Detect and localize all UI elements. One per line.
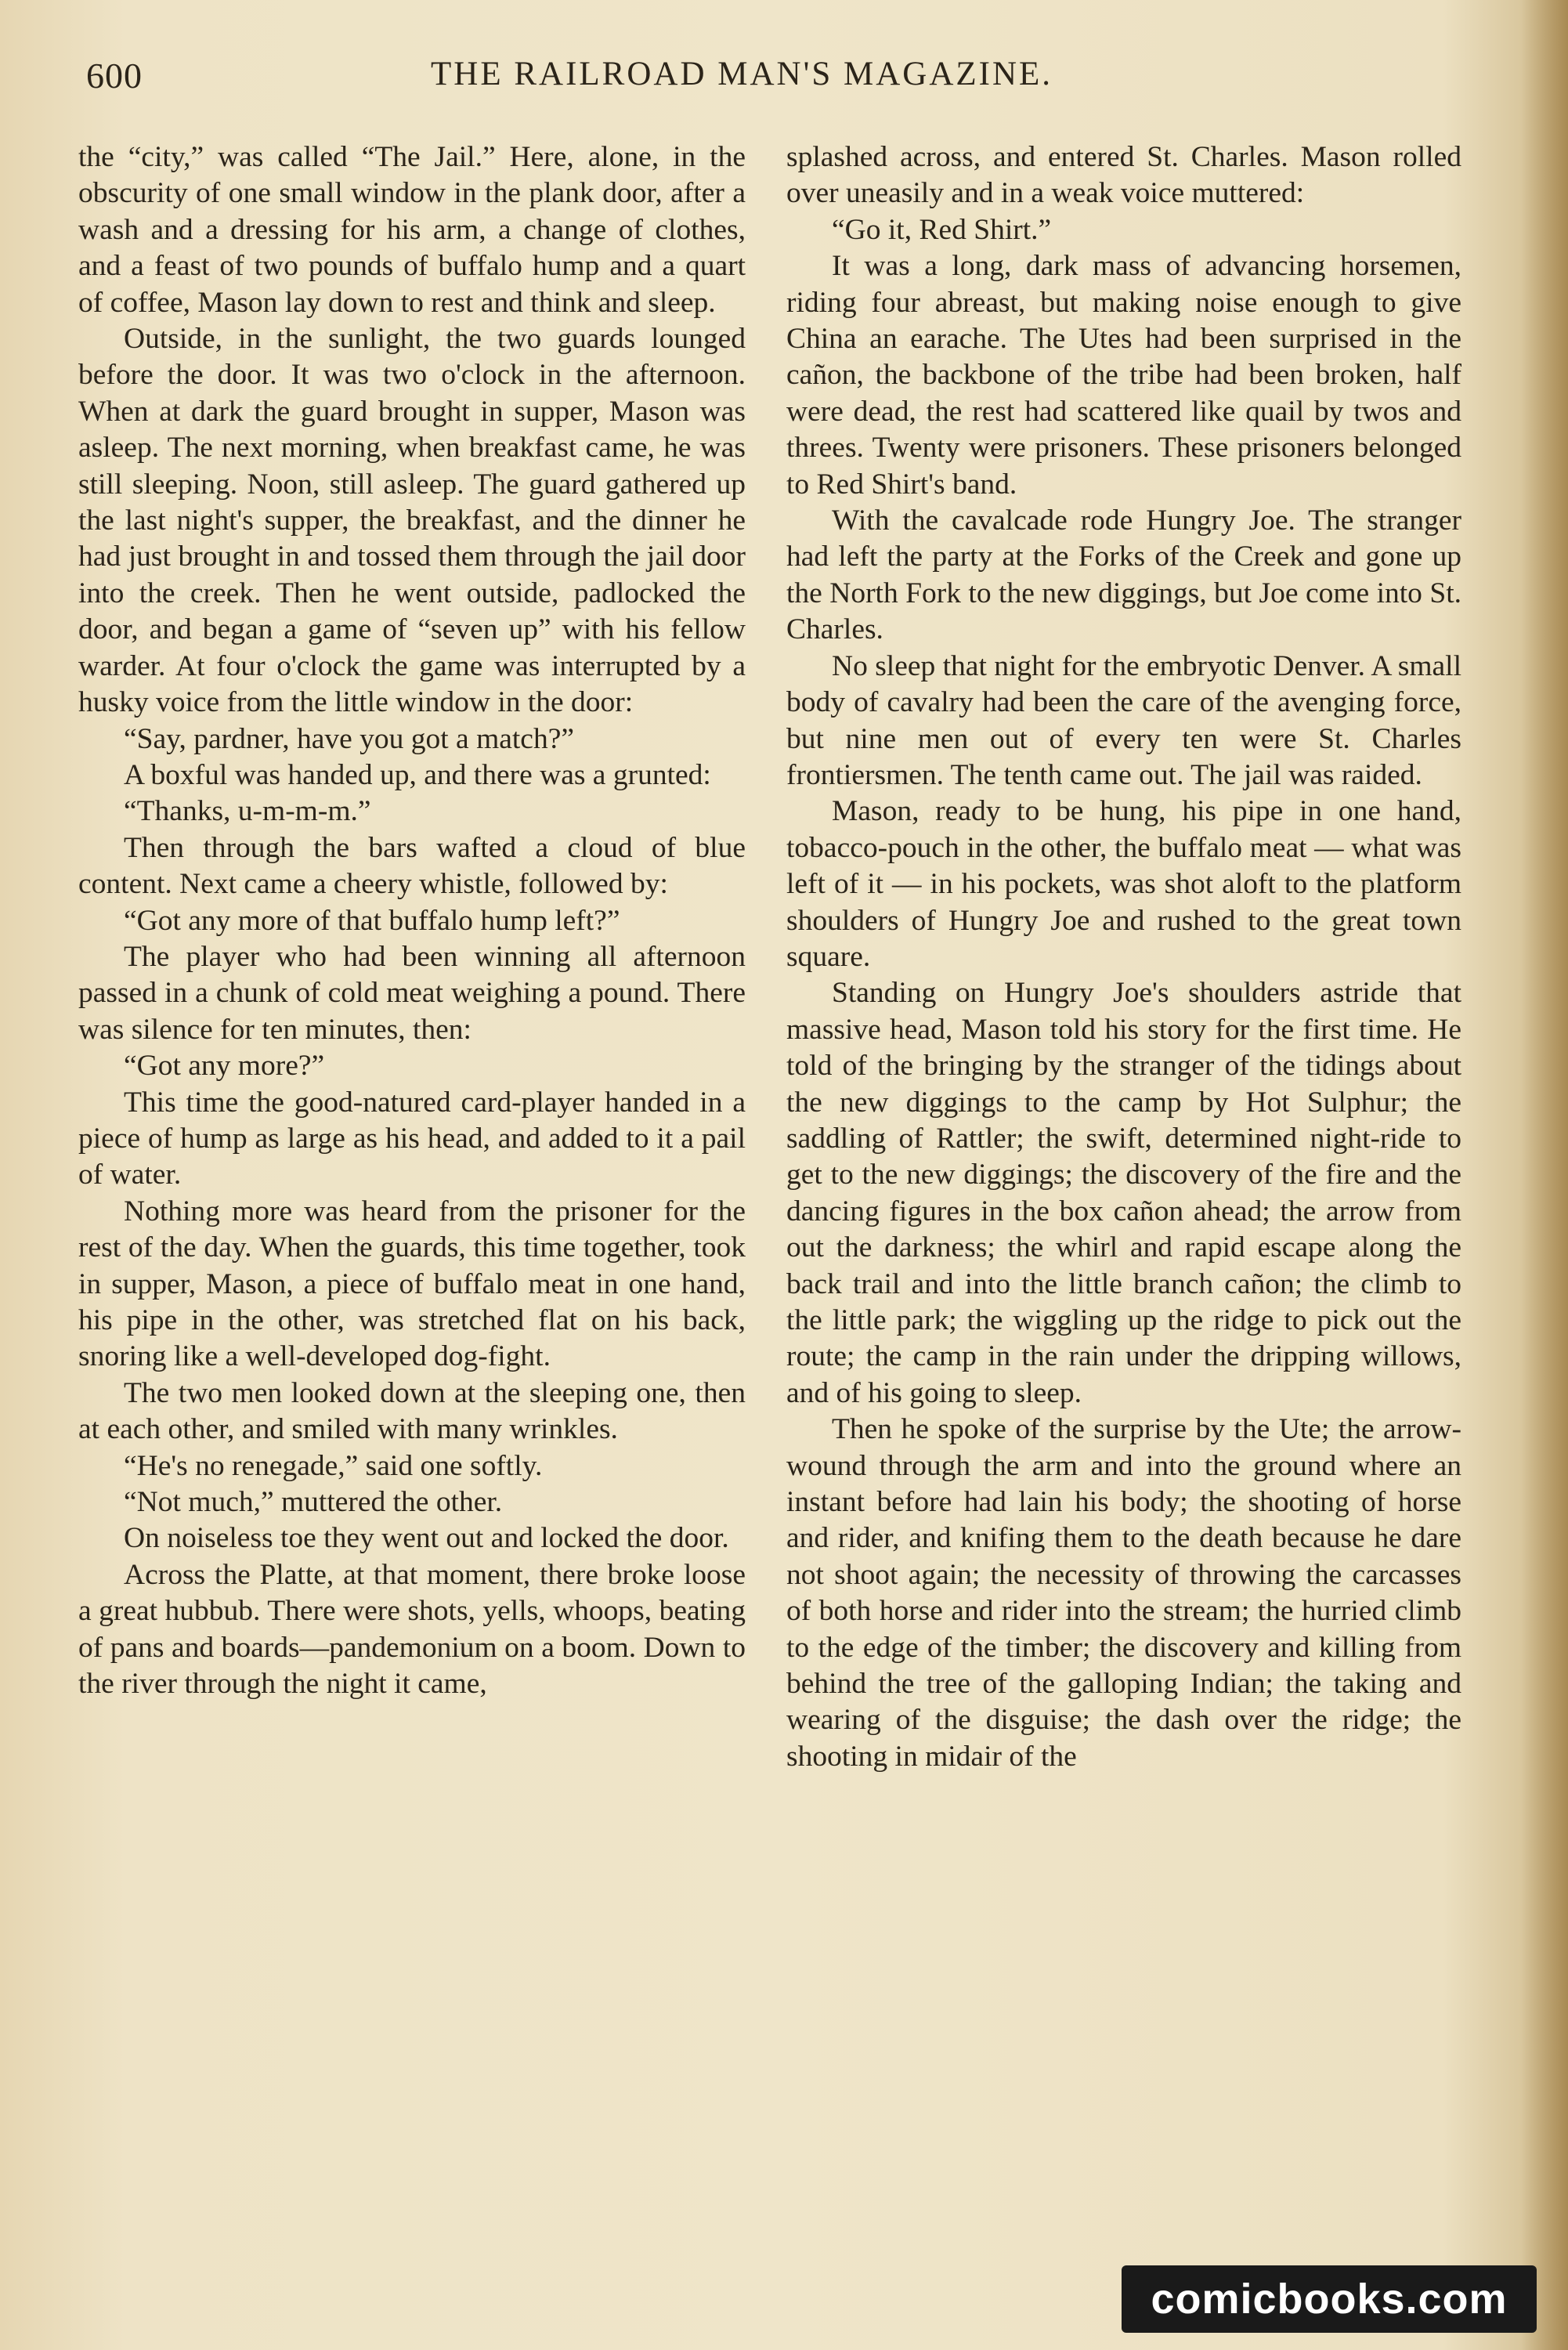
- paragraph: “Got any more of that buffalo hump left?”: [124, 904, 620, 937]
- paragraph: Then he spoke of the surprise by the Ute; the arrow-wound through the arm and into the ground where an instant before had lain his body; the shooting of horse and rider, and knifing them to the death because he dare not shoot again; the necessity of throwing the carcasses of both horse and rider into the stream; the hurried climb to the edge of the timber; the discovery and killing from behind the tree of the galloping Indian; the taking and wearing of the disguise; the dash over the ridge; the shooting in midair of the: [786, 1413, 1461, 1773]
- paragraph: “He's no renegade,” said one softly.: [124, 1449, 543, 1482]
- paragraph: It was a long, dark mass of advancing horsemen, riding four abreast, but making noise enough to give China an earache. The Utes had been surprised in the cañon, the backbone of the tribe had been broken, half were dead, the rest had scattered like quail by twos and threes. Twenty were prisoners. These prisoners belonged to Red Shirt's band.: [786, 250, 1461, 501]
- paragraph: The two men looked down at the sleeping one, then at each other, and smiled with many wrinkles.: [78, 1376, 746, 1446]
- running-head: THE RAILROAD MAN'S MAGAZINE.: [431, 56, 1053, 92]
- paragraph: Then through the bars wafted a cloud of blue content. Next came a cheery whistle, followed by:: [78, 831, 746, 901]
- paragraph: Outside, in the sunlight, the two guards lounged before the door. It was two o'clock in the afternoon. When at dark the guard brought in supper, Mason was asleep. The next morning, when breakfast came, he was still sleeping. Noon, still asleep. The guard gathered up the last night's supper, the breakfast, and the dinner he had just brought in and tossed them through the jail door into the creek. Then he went outside, padlocked the door, and began a game of “seven up” with his fellow warder. At four o'clock the game was interrupted by a husky voice from the little window in the door:: [78, 323, 746, 719]
- paragraph: On noiseless toe they went out and locked the door.: [124, 1522, 729, 1555]
- paragraph: No sleep that night for the embryotic Denver. A small body of cavalry had been the care of the avenging force, but nine men out of every ten were St. Charles frontiersmen. The tenth came out. The jail was raided.: [786, 649, 1461, 791]
- paragraph: “Not much,” muttered the other.: [124, 1486, 503, 1519]
- paragraph: the “city,” was called “The Jail.” Here, alone, in the obscurity of one small window in the plank door, after a wash and a dressing for his arm, a change of clothes, and a feast of two pounds of buffalo hump and a quart of coffee, Mason lay down to rest and think and sleep.: [78, 141, 746, 319]
- watermark-text: comicbooks.com: [1151, 2276, 1508, 2323]
- right-column: [786, 139, 1461, 1775]
- page-header: [86, 55, 1527, 110]
- paragraph: Standing on Hungry Joe's shoulders astride that massive head, Mason told his story for the first time. He told of the bringing by the stranger of the tidings about the new diggings to the camp by Hot Sulphur; the saddling of Rattler; the swift, determined night-ride to get to the new diggings; the discovery of the fire and the dancing figures in the box cañon ahead; the arrow from out the darkness; the whirl and rapid escape along the back trail and into the little branch cañon; the climb to the little park; the wiggling up the ridge to pick out the route; the camp in the rain under the dripping willows, and of his going to sleep.: [786, 977, 1461, 1409]
- paragraph: This time the good-natured card-player handed in a piece of hump as large as his head, and added to it a pail of water.: [78, 1086, 746, 1191]
- paragraph: “Thanks, u-m-m-m.”: [124, 795, 371, 828]
- paragraph: Across the Platte, at that moment, there broke loose a great hubbub. There were shots, yells, whoops, beating of pans and boards—pandemonium on a boom. Down to the river through the night it came,: [78, 1558, 746, 1701]
- paragraph: “Say, pardner, have you got a match?”: [124, 722, 574, 755]
- page-edge-shadow: [1521, 0, 1568, 2350]
- paragraph: “Got any more?”: [124, 1050, 325, 1083]
- paragraph: With the cavalcade rode Hungry Joe. The stranger had left the party at the Forks of the Creek and gone up the North Fork to the new diggings, but Joe come into St. Charles.: [786, 504, 1461, 646]
- watermark-logo: [1122, 2265, 1537, 2333]
- paragraph: Mason, ready to be hung, his pipe in one hand, tobacco-pouch in the other, the buffalo meat — what was left of it — in his pockets, was shot aloft to the platform shoulders of Hungry Joe and rushed to the great town square.: [786, 795, 1461, 973]
- paragraph: Nothing more was heard from the prisoner for the rest of the day. When the guards, this time together, took in supper, Mason, a piece of buffalo meat in one hand, his pipe in the other, was stretched flat on his back, snoring like a well-developed dog-fight.: [78, 1195, 746, 1373]
- paragraph: “Go it, Red Shirt.”: [832, 213, 1052, 246]
- paragraph: The player who had been winning all afternoon passed in a chunk of cold meat weighing a pound. There was silence for ten minutes, then:: [78, 940, 746, 1046]
- paragraph: splashed across, and entered St. Charles. Mason rolled over uneasily and in a weak voice muttered:: [786, 141, 1461, 210]
- page-number: 600: [86, 56, 143, 96]
- paragraph: A boxful was handed up, and there was a grunted:: [124, 758, 711, 791]
- left-column: [78, 139, 746, 1702]
